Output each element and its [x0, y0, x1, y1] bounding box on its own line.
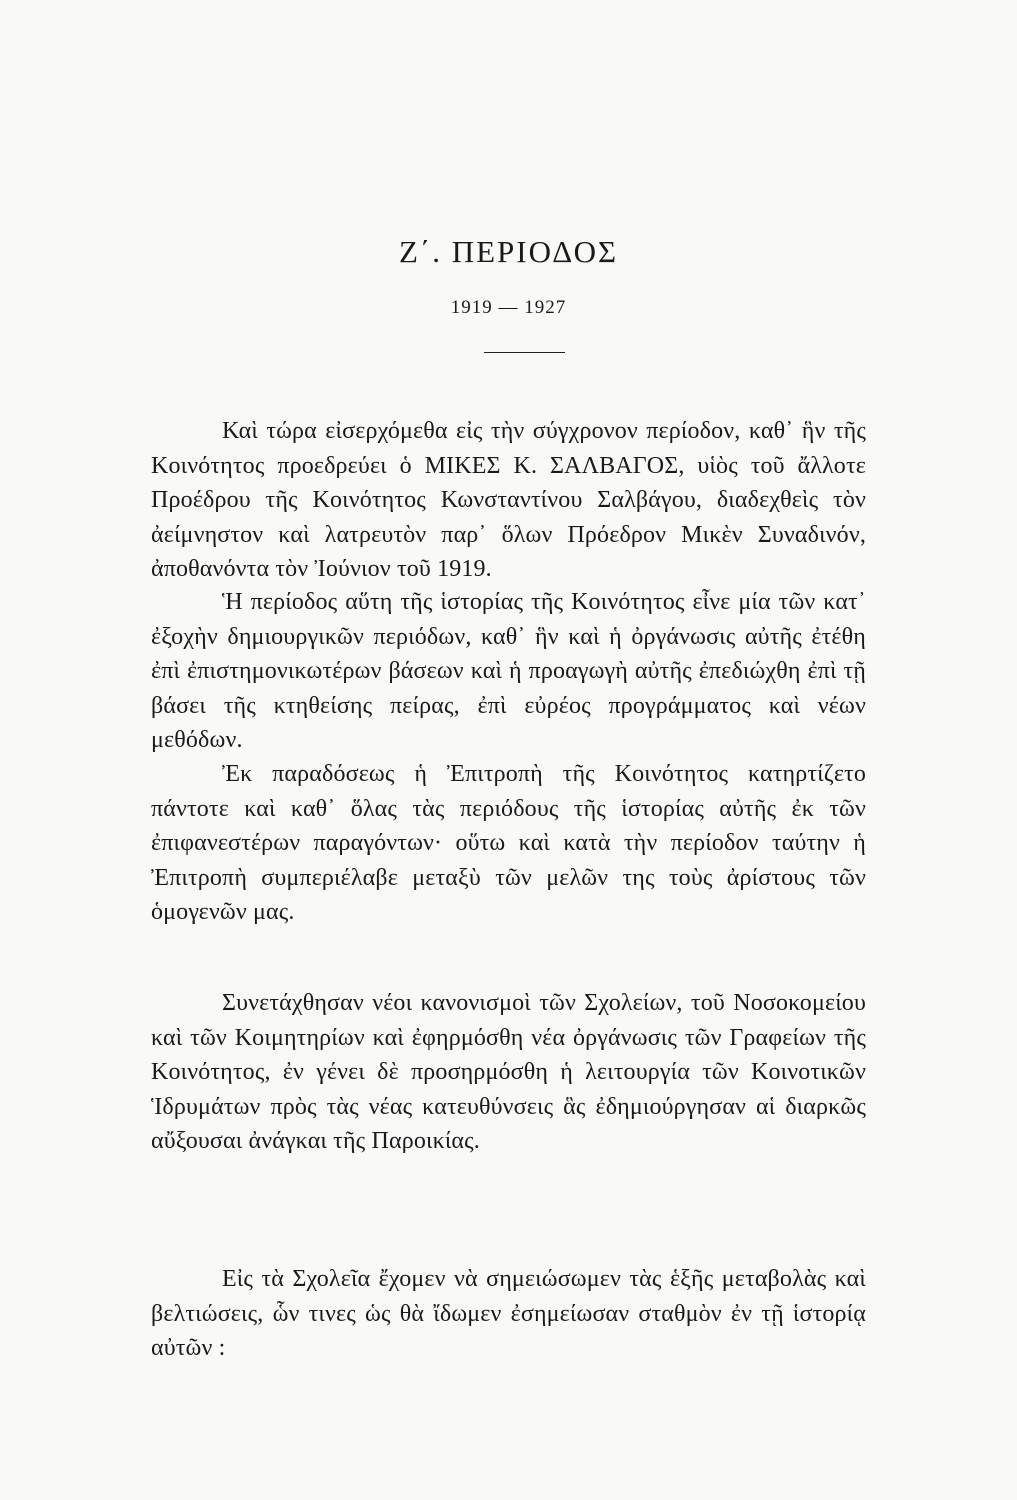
paragraph-text: Ἐκ παραδόσεως ἡ Ἐπιτροπὴ τῆς Κοινότητος κατηρτίζετο πάντοτε καὶ καθ᾽ ὅλας τὰς περιόδους τῆς ἱστορίας αὐτῆς ἐκ τῶν ἐπιφανεστέρων παραγόντων· οὕτω καὶ κατὰ τὴν περίοδον ταύτην ἡ Ἐπιτροπὴ συμπεριέλαβε μεταξὺ τῶν μελῶν της τοὺς ἀρίστους τῶν ὁμογενῶν μας. — [151, 761, 866, 926]
chapter-title: Ζ΄. ΠΕΡΙΟΔΟΣ — [398, 234, 619, 269]
paragraph — [151, 1262, 866, 1366]
paragraph — [151, 414, 866, 587]
paragraph — [151, 986, 866, 1159]
title-divider — [484, 352, 565, 353]
paragraph-text: Συνετάχθησαν νέοι κανονισμοὶ τῶν Σχολείων, τοῦ Νοσοκομείου καὶ τῶν Κοιμητηρίων καὶ ἐφηρμόσθη νέα ὀργάνωσις τῶν Γραφείων τῆς Κοινότητος, ἐν γένει δὲ προσηρμόσθη ἡ λειτουργία τῶν Κοινοτικῶν Ἱδρυμάτων πρὸς τὰς νέας κατευθύνσεις ἃς ἐδημιούργησαν αἱ διαρκῶς αὔξουσαι ἀνάγκαι τῆς Παροικίας. — [151, 990, 866, 1155]
paragraph-text: Καὶ τώρα εἰσερχόμεθα εἰς τὴν σύγχρονον περίοδον, καθ᾽ ἣν τῆς Κοινότητος προεδρεύει ὁ ΜΙΚΕΣ Κ. ΣΑΛΒΑΓΟΣ, υἱὸς τοῦ ἄλλοτε Προέδρου τῆς Κοινότητος Κωνσταντίνου Σαλβάγου, διαδεχθεὶς τὸν ἀείμνηστον καὶ λατρευτὸν παρ᾽ ὅλων Πρόεδρον Μικὲν Συναδινόν, ἀποθανόντα τὸν Ἰούνιον τοῦ 1919. — [151, 418, 866, 583]
paragraph-text: Εἰς τὰ Σχολεῖα ἔχομεν νὰ σημειώσωμεν τὰς ἑξῆς μεταβολὰς καὶ βελτιώσεις, ὧν τινες ὡς θὰ ἴδωμεν ἐσημείωσαν σταθμὸν ἐν τῇ ἱστορίᾳ αὐτῶν : — [151, 1266, 866, 1362]
chapter-years: 1919 — 1927 — [450, 297, 567, 318]
paragraph — [151, 757, 866, 930]
paragraph-text: Ἡ περίοδος αὕτη τῆς ἱστορίας τῆς Κοινότητος εἶνε μία τῶν κατ᾽ ἐξοχὴν δημιουργικῶν περιόδων, καθ᾽ ἣν καὶ ἡ ὀργάνωσις αὐτῆς ἐτέθη ἐπὶ ἐπιστημονικωτέρων βάσεων καὶ ἡ προαγωγὴ αὐτῆς ἐπεδιώχθη ἐπὶ τῇ βάσει τῆς κτηθείσης πείρας, ἐπὶ εὐρέος προγράμματος καὶ νέων μεθόδων. — [151, 589, 866, 754]
paragraph — [151, 585, 866, 758]
